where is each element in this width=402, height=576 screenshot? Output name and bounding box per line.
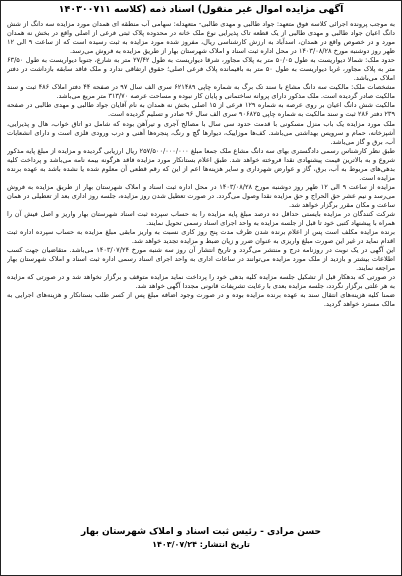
notice-paragraph: طبق نظر کارشناس رسمی دادگستری بهای سه دانگ مشاع ملک جمعا مبلغ ۲۵۷/۵۰۰/۰۰۰/۰۰۰ ریال ارزیابی گردیده و مزایده از مبلغ پایه مذکور شروع و به بالاترین قیمت پیشنهادی نقدا فروخته خواهد شد. طبق اعلام بستانکار مورد مزایده فاقد هرگونه بیمه نامه می‌باشد و پرداخت کلیه بدهی‌های مربوط به آب، برق، گاز و عوارض شهرداری و سایر هزینه‌ها اعم از این که رقم قطعی آن معلوم شده یا نشده باشد به عهده برنده مزایده است. bbox=[7, 146, 395, 182]
signature-line: حسن مرادی - رئیس ثبت اسناد و املاک شهرستان بهار bbox=[80, 527, 322, 537]
notice-footer bbox=[7, 525, 395, 573]
notice-paragraph: حدود ملک: شمالا دیواریست به طول ۵۰/۰۵ متر به پلاک مجاور، شرقا دیواریست به طول ۲۷/۴۲ متر به شارع، جنوبا دیواریست به طول ۶۳/۵۰ متر به پلاک مجاور، غربا دیواریست به طول ۵۰ متر به باقیمانده پلاک فرعی اصلی؛ حقوق ارتفاقی ندارد و ملک فاقد سابقه بازداشت در دفتر املاک می‌باشد. bbox=[7, 56, 395, 83]
notice-paragraph: این آگهی در یک نوبت در روزنامه درج و منتشر می‌گردد و تاریخ انتشار آن روز سه شنبه مورخ ۱۴۰۳/۰۷/۲۴ می‌باشد. متقاضیان جهت کسب اطلاعات بیشتر و بازدید از ملک مورد مزایده می‌توانند در ساعات اداری به واحد اجرای اسناد رسمی اداره ثبت اسناد و املاک شهرستان بهار مراجعه نمایند. bbox=[7, 246, 395, 273]
notice-paragraph: مالکیت شش دانگ اعیان بر روی عرصه به شماره ۱۲۹ فرعی از ۱۵ اصلی بخش نه همدان به نام آقایان جواد طالبی و مهدی طالبی در صفحه ۲۳۹ دفتر ۲۸۶ ثبت و سند مالکیت به شماره چاپی ۹۰۶۸۲۵ سری الف سال ۹۶ صادر و تسلیم گردیده است. bbox=[7, 101, 395, 119]
notice-paragraph: به موجب پرونده اجرائی کلاسه فوق متعهد: جواد طالبی و مهدی طالبی- متعهدله: سهامی آب منطقه ای همدان مورد مزایده سه دانگ از شش دانگ اعیان جواد طالبی و مهدی طالبی از یک قطعه تاک پذیرایی نوع ملک خانه در محدوده پلاک ثبتی فرعی از اصلی واقع در بخش نه همدان مورد و در خصوص واقع در همدان، اسدآباد به ارزش کارشناسی ریال، مفروز شده مورد مزایده به ثبت رسیده است که از ساعت ۹ الی ۱۲ ظهر روز دوشنبه مورخ ۱۴۰۳/۰۸/۲۸ در محل اداره ثبت اسناد و املاک شهرستان بهار از طریق مزایده به فروش می‌رسد. bbox=[7, 20, 395, 56]
publication-date: تاریخ انتشار: ۱۴۰۳/۰۷/۲۴ bbox=[152, 540, 250, 549]
notice-paragraph: ملک مورد مزایده یک باب منزل مسکونی با قدمت حدود سی سال با مصالح آجری و تیرآهن بوده که شامل دو اتاق خواب، هال و پذیرایی، آشپزخانه، حمام و سرویس بهداشتی می‌باشد. کف‌ها موزاییک، دیوارها گچ و رنگ، پنجره‌ها آهنی و درب ورودی فلزی است و دارای انشعابات آب، برق و گاز می‌باشد. bbox=[7, 119, 395, 146]
notice-paragraph: مزایده از ساعت ۹ الی ۱۲ ظهر روز دوشنبه مورخ ۱۴۰۳/۰۸/۲۸ در محل اداره ثبت اسناد و املاک شهرستان بهار از طریق مزایده به فروش می‌رسد و نیم عشر حق الحراج و حق مزایده نقدا وصول می‌گردد. در صورت تعطیل شدن روز مزایده، جلسه روز اداری بعد از تعطیلی در همان ساعت و مکان مقرر برگزار خواهد شد. bbox=[7, 182, 395, 209]
notice-paragraph: ضمنا کلیه هزینه‌های انتقال سند به عهده برنده مزایده بوده و در صورت وجود اضافه مبلغ پس از کسر طلب بستانکار و هزینه‌های اجرایی به مالک مسترد خواهد گردید. bbox=[7, 291, 395, 309]
notice-paragraph: برنده مزایده مکلف است پس از اعلام برنده شدن ظرف مدت پنج روز کاری نسبت به واریز مابقی مبلغ مزایده به حساب سپرده اداره ثبت اقدام نماید در غیر این صورت مبلغ واریزی به عنوان ضرر و زیان ضبط و مزایده تجدید خواهد شد. bbox=[7, 228, 395, 246]
notice-paragraph: مشخصات ملک: مالکیت سه دانگ مشاع با سند تک برگ به شماره چاپی ۶۲۱۴۸۹ سری الف سال ۹۷ در صفحه ۴۴ دفتر املاک ۴۸۶ ثبت و سند مالکیت صادر گردیده است. ملک مذکور دارای پروانه ساختمانی و پایان کار نبوده و مساحت عرصه ۳۱۳/۷۰ متر مربع می‌باشد. bbox=[7, 83, 395, 101]
notice-body bbox=[7, 20, 395, 522]
notice-paragraph: شرکت کنندگان در مزایده بایستی حداقل ده درصد مبلغ پایه مزایده را به حساب سپرده ثبت اسناد شهرستان بهار واریز و اصل فیش آن را همراه با پیشنهاد کتبی خود تا قبل از جلسه مزایده به واحد اجرای اسناد رسمی تحویل نمایند. bbox=[7, 209, 395, 228]
notice-paragraph: در صورتی که بدهکار قبل از تشکیل جلسه مزایده کلیه بدهی خود را پرداخت نماید مزایده متوقف و برگزار نخواهد شد و در صورتی که مزایده به هر علتی برگزار نگردد، جلسه مزایده بعدی با رعایت تشریفات قانونی مجددا آگهی خواهد شد. bbox=[7, 273, 395, 291]
notice-title: آگهی مزایده اموال غیر منقول) اسناد ذمه (کلاسه ۱۴۰۳۰۰۷۱۱ bbox=[58, 4, 344, 15]
